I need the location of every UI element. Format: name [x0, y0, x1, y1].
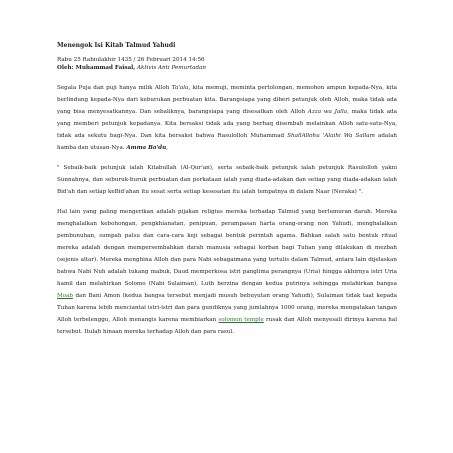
author-role: Aktivis Anti Pemurtadan	[136, 65, 206, 71]
article-title: Menengok Isi Kitab Talmud Yahudi	[57, 42, 176, 49]
p1-text-d: Azza wa Jalla	[307, 109, 348, 115]
article	[57, 42, 397, 346]
p1-text-c: , kita memuji, meminta pertolongan, memohon ampun kepada-Nya, kita berlindung kepada-Nya dari keburukan perbuatan kita. Barangsiapa yang diberi petunjuk oleh Alloh, maka tidak ada yang bisa menyesatkannya. Dan sebaliknya, barangsiapa yang disesatkan oleh Alloh	[57, 85, 397, 115]
p3-text-b: dan Bani Amon (kedua bangsa tersebut menjadi musuh bebuyutan orang Yahudi), Sulaiman tidak taat kepada Tuhan karena lebih menciantai istri-istri dan para gundiknya yang jumlahnya 1000 orang, mereka mengatakan tangan Alloh terbelenggu, Alloh menangis karena membiarkan	[57, 293, 397, 323]
p1-text-b: Ta'ala	[171, 85, 189, 91]
paragraph-quote: " Sebaik-baik petunjuk ialah Kitabullah (Al-Qur'an), serta sebaik-baik petunjuk ialah petunjuk Rasulolloh yakni Sunnahnya, dan seburuk-buruk perbuatan dan perkataan ialah yang diada-adakan dan setiap yang diada-adakan ialah Bid'ah dan setiap keBid'ahan itu sesat serta setiap kesesatan itu ialah tempatnya di dalam Naar (Neraka) ".	[57, 165, 397, 195]
p1-text-e: , maka tidak ada yang memberi petunjuk kepadanya. Kita bersaksi tidak ada yang berhaq disembah melainkan Alloh satu-satu-Nya, tidak ada sekutu bagi-Nya. Dan kita bersaksi bahwa Rasulolloh Muhammad	[57, 109, 397, 139]
paragraph-talmud	[57, 206, 397, 338]
p1-text-h: Amma Ba'du	[126, 145, 167, 151]
moab-link[interactable]: Moab	[57, 293, 74, 299]
p3-text-c: rusak dan Alloh menyesali dirinya karena hal tersebut. Itulah hinaan mereka terhadap Alloh dan para rasul.	[57, 317, 397, 335]
author-name: Oleh: Muhammad Faisal,	[57, 65, 136, 71]
article-author	[57, 64, 397, 72]
p1-text-g: adalah hamba dan utusan-Nya.	[57, 133, 397, 151]
p1-text-i: ,	[166, 145, 168, 151]
p1-text-f: ShallAllohu 'Alaihi Wa Sallam	[287, 133, 375, 139]
solomon-temple-link[interactable]: solomon temple	[218, 317, 264, 323]
article-date: Rabu 25 Rabiulakhir 1435 / 26 Februari 2014 14:56	[57, 57, 205, 63]
paragraph-opening	[57, 82, 397, 154]
p1-text-a: Segala Puja dan puji hanya milik Alloh	[57, 85, 172, 91]
p3-text-a: Hal lain yang paling mengerikan adalah pijakan religius mereka terhadap Talmud yang berlumuran darah. Mereka menghalalkan kebohongan, pengkhianatan, penipuan, perampasan harta orang-orang non Yahudi, menghalalkan pembunuhan, sumpah palsu dan cara-cara keji sebagai bentuk perintah agama. Bahkan salah satu bentuk ritual mereka adalah dengan mempersembahkan darah manusia sebagai korban bagi Tuhan yang dilakukan di mezbah (sejenis altar). Mereka menghina Alloh dan para Nabi sebagaimana yang tertulis dalam Talmud, antara lain dijelaskan bahwa Nabi Nuh adalah tukang mabuk, Daud memperkosa istri panglima perangnya (Uria) hingga akhirnya istri Uria hamil dan melahirkan Solomo (Nabi Sulaiman), Luth berzina dengan kedua putrinya sehingga melahirkan bangsa	[57, 209, 397, 287]
